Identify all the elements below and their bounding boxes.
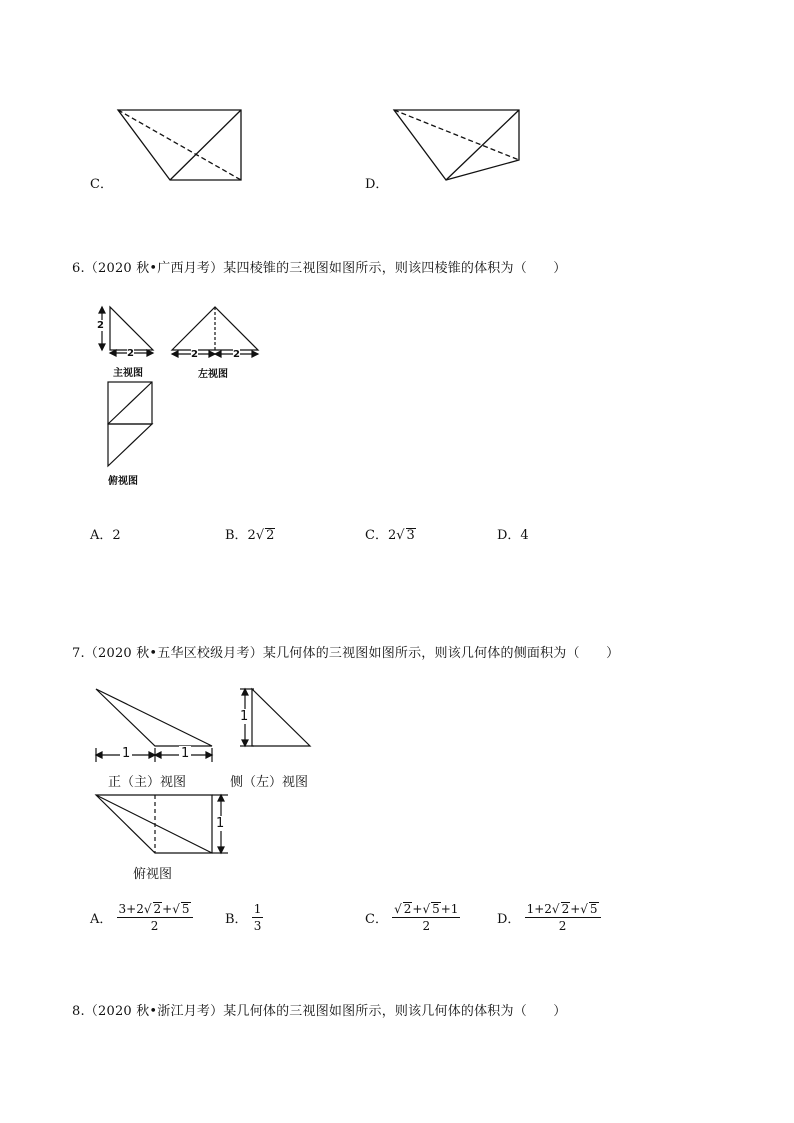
- q8-stem: 8.（2020 秋•浙江月考）某几何体的三视图如图所示，则该几何体的体积为（ ）: [72, 1004, 567, 1019]
- q7-option-c-num-end: +1: [440, 902, 459, 916]
- q7-option-a-label: A．: [90, 912, 113, 928]
- q7-side-height-label: 1: [240, 709, 249, 724]
- q7-option-a-num-1: 3+2: [118, 902, 144, 916]
- q7-option-c-label: C．: [365, 912, 388, 928]
- q7-option-c-numerator: [392, 902, 460, 918]
- q6-option-d: D．4: [497, 528, 529, 543]
- q7-front-view-caption: 正（主）视图: [108, 775, 187, 790]
- radical-sign-icon: √: [422, 902, 431, 916]
- q7-option-d-label: D．: [497, 912, 521, 928]
- q6-front-height-label: 2: [97, 320, 104, 331]
- q7-option-a-fraction: [117, 902, 193, 933]
- q7-top-height-label: 1: [216, 816, 225, 831]
- q5-option-c-label: C．: [90, 177, 113, 192]
- q7-option-b-numerator: 1: [253, 902, 262, 916]
- q7-option-d-numerator: [525, 902, 601, 918]
- q7-side-view-caption: 侧（左）视图: [230, 775, 309, 790]
- q6-option-a: A．2: [90, 528, 121, 543]
- q6-front-width-label: 2: [127, 348, 134, 359]
- q7-option-a: [90, 902, 193, 933]
- q6-front-view-caption: 主视图: [113, 368, 143, 379]
- q6-top-view-caption: 俯视图: [108, 476, 138, 487]
- q7-option-a-rad-1: 2: [153, 902, 162, 916]
- q7-option-c-denominator: 2: [422, 919, 431, 934]
- radical-sign-icon: √: [396, 528, 405, 543]
- q6-option-c-radicand: 3: [406, 528, 415, 543]
- radical-sign-icon: √: [580, 902, 588, 916]
- q7-option-d-num-2: +: [570, 902, 581, 916]
- q7-option-b-label: B．: [225, 912, 248, 927]
- q7-option-c-rad-2: 5: [432, 902, 440, 916]
- q7-front-width-a-label: 1: [122, 746, 131, 761]
- q6-side-width-b-label: 2: [233, 349, 240, 360]
- radical-sign-icon: √: [255, 528, 265, 543]
- q7-option-d-fraction: [525, 902, 601, 933]
- q7-option-c-fraction: [392, 902, 460, 933]
- q7-option-a-rad-2: 5: [181, 902, 190, 916]
- q7-option-d-rad-2: 5: [589, 902, 598, 916]
- q7-option-d: [497, 902, 601, 933]
- q6-stem: 6.（2020 秋•广西月考）某四棱锥的三视图如图所示，则该四棱锥的体积为（ ）: [72, 261, 567, 276]
- q6-side-view-caption: 左视图: [198, 369, 228, 380]
- q7-option-c: [365, 902, 460, 933]
- q7-top-view-caption: 俯视图: [133, 867, 173, 882]
- q6-side-width-a-label: 2: [191, 349, 198, 360]
- q6-option-c-prefix: C．2: [365, 528, 397, 543]
- radical-sign-icon: √: [551, 902, 560, 916]
- q7-front-width-b-label: 1: [181, 746, 190, 761]
- q7-option-d-rad-1: 2: [561, 902, 570, 916]
- q7-option-c-rad-1: 2: [403, 902, 412, 916]
- radical-sign-icon: √: [172, 902, 180, 916]
- q5-option-d-label: D．: [365, 177, 389, 192]
- q7-option-b-denominator: 3: [253, 919, 262, 933]
- q7-option-a-numerator: [117, 902, 193, 918]
- q7-option-b-fraction: [252, 902, 264, 933]
- q7-stem: 7.（2020 秋•五华区校级月考）某几何体的三视图如图所示，则该几何体的侧面积为（ ）: [72, 646, 620, 661]
- q7-option-c-num-mid: +: [412, 902, 423, 916]
- q7-option-d-num-1: 1+2: [526, 902, 552, 916]
- q6-option-b-prefix: B．2: [225, 528, 256, 543]
- radical-sign-icon: √: [143, 902, 152, 916]
- q6-option-b-radicand: 2: [266, 528, 275, 543]
- q7-option-a-num-2: +: [162, 902, 173, 916]
- radical-sign-icon: √: [394, 902, 402, 916]
- q7-option-b: [225, 902, 263, 933]
- q7-option-d-denominator: 2: [558, 919, 567, 934]
- q7-option-a-denominator: 2: [150, 919, 159, 934]
